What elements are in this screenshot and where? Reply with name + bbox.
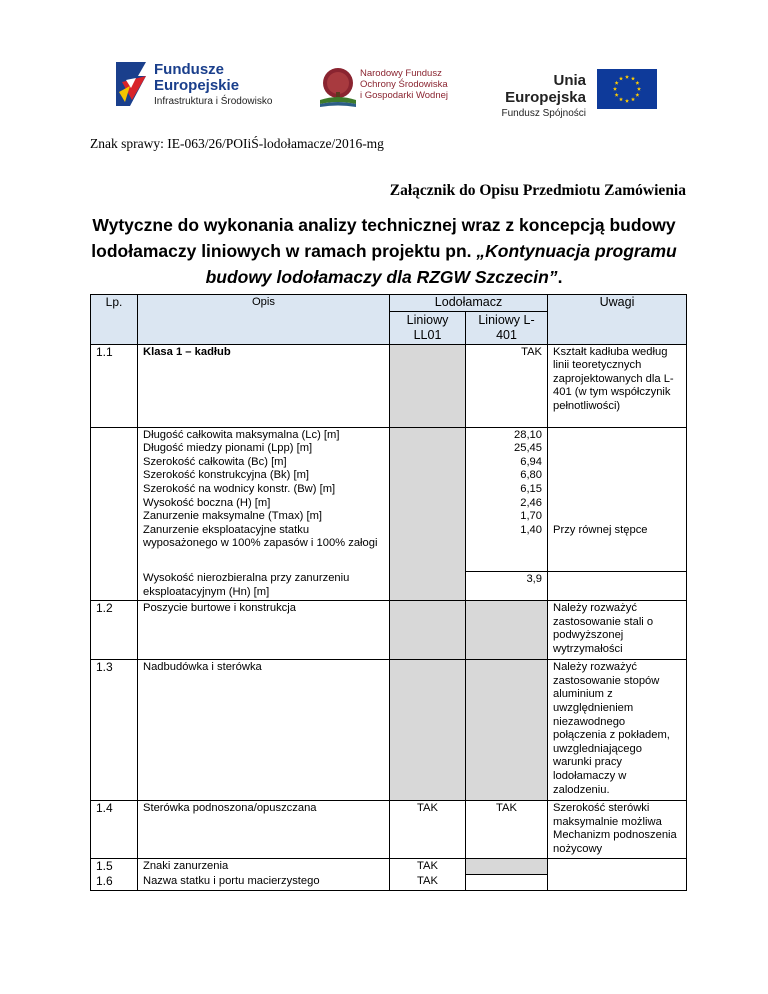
nfosigw-tree-icon [318, 66, 358, 108]
row-l401 [466, 858, 548, 874]
specification-table [90, 294, 687, 891]
row-l401: TAK [466, 344, 548, 427]
row-l401 [466, 874, 548, 890]
table-row [91, 427, 687, 571]
row-uwagi: Należy rozważyć zastosowanie stali o podwyższonej wytrzymałości [548, 601, 687, 660]
row-l401 [466, 601, 548, 660]
table-row [91, 660, 687, 801]
row-opis: Poszycie burtowe i konstrukcja [138, 601, 390, 660]
dims-values [466, 427, 548, 571]
row-opis: Znaki zanurzenia [138, 858, 390, 874]
row-lp: 1.1 [91, 344, 138, 427]
row-lp: 1.5 [91, 858, 138, 874]
row-ll01 [390, 660, 466, 801]
case-signature: Znak sprawy: IE-063/26/POIiŚ-lodołamacze/2016-mg [90, 136, 384, 151]
dim-value: 1,40 [520, 523, 542, 536]
row-l401 [466, 660, 548, 801]
dim-label: Szerokość na wodnicy konstr. (Bw) [m] [143, 482, 336, 495]
row-ll01 [390, 601, 466, 660]
title-part3: . [557, 267, 563, 287]
ue-line1: Unia Europejska [505, 72, 586, 106]
fe-line3: Infrastruktura i Środowisko [154, 96, 273, 107]
table-row [91, 858, 687, 874]
row-ll01: TAK [390, 801, 466, 858]
dim-note-empty [548, 571, 687, 601]
row-lp: 1.3 [91, 660, 138, 801]
table-row [91, 344, 687, 427]
eu-flag-icon [597, 69, 657, 109]
dim-note: Przy równej stępce [553, 523, 648, 536]
row-lp: 1.6 [91, 874, 138, 890]
row-ll01 [390, 571, 466, 601]
dim-label: Szerokość całkowita (Bc) [m] [143, 455, 287, 468]
dim-value: 6,80 [520, 469, 542, 482]
dim-value: 28,10 [514, 428, 542, 441]
row-uwagi [548, 858, 687, 890]
table-row [91, 571, 687, 601]
dim-label: Długość całkowita maksymalna (Lc) [m] [143, 428, 340, 441]
row-ll01: TAK [390, 874, 466, 890]
table-row [91, 601, 687, 660]
row-ll01 [390, 344, 466, 427]
header-lp: Lp. [91, 295, 138, 345]
table-row [91, 801, 687, 858]
header-lodolamacz: Lodołamacz [390, 295, 548, 312]
header-ll01: Liniowy LL01 [390, 311, 466, 344]
document-title [90, 212, 678, 290]
row-lp: 1.2 [91, 601, 138, 660]
fe-line2: Europejskie [154, 77, 240, 94]
row-ll01: TAK [390, 858, 466, 874]
row-opis: Klasa 1 – kadłub [138, 344, 390, 427]
row-lp: 1.4 [91, 801, 138, 858]
dim-value: 25,45 [514, 442, 542, 455]
header-l401: Liniowy L-401 [466, 311, 548, 344]
row-l401: TAK [466, 801, 548, 858]
row-lp [91, 427, 138, 601]
ue-line2: Fundusz Spójności [501, 108, 586, 119]
dim-label: Szerokość konstrukcyjna (Bk) [m] [143, 469, 309, 482]
row-opis: Nazwa statku i portu macierzystego [138, 874, 390, 890]
nf-line1: Narodowy Fundusz [360, 68, 442, 79]
dim-label: Zanurzenie eksploatacyjne statku wyposażonego w 100% zapasów i 100% załogi [143, 523, 378, 550]
dim-value: 2,46 [520, 496, 542, 509]
fe-line1: Fundusze [154, 61, 224, 78]
header-uwagi: Uwagi [548, 295, 687, 345]
row-uwagi: Kształt kadłuba według linii teoretycznych zaprojektowanych dla L-401 (w tym współczynik pełnotliwości) [548, 344, 687, 427]
annex-heading: Załącznik do Opisu Przedmiotu Zamówienia [389, 182, 686, 199]
table-header-row [91, 295, 687, 312]
header-opis: Opis [138, 295, 390, 345]
row-uwagi: Należy rozważyć zastosowanie stopów aluminium z uwzględnieniem niezawodnego połączenia z pokładem, uwzgledniającego warunki pracy lodołamaczy w zalodzeniu. [548, 660, 687, 801]
fundusze-europejskie-flag-icon [116, 62, 150, 106]
title-project-name: „Kontynuacja programu budowy lodołamaczy dla RZGW Szczecin” [205, 241, 677, 287]
dims-labels [138, 427, 390, 571]
dim-value: 6,94 [520, 455, 542, 468]
dim-label: Wysokość nierozbieralna przy zanurzeniu eksploatacyjnym (Hn) [m] [143, 572, 350, 598]
dim-label-cell [138, 571, 390, 601]
nf-line2: Ochrony Środowiska [360, 79, 448, 90]
dim-value: 3,9 [466, 571, 548, 601]
dim-label: Zanurzenie maksymalne (Tmax) [m] [143, 510, 323, 523]
row-opis: Nadbudówka i sterówka [138, 660, 390, 801]
nf-line3: i Gospodarki Wodnej [360, 90, 449, 101]
dims-uwagi [548, 427, 687, 571]
dim-value: 6,15 [520, 482, 542, 495]
dim-label: Długość miedzy pionami (Lpp) [m] [143, 442, 313, 455]
dim-label: Wysokość boczna (H) [m] [143, 496, 271, 509]
dim-value: 1,70 [520, 510, 542, 523]
row-uwagi: Szerokość sterówki maksymalnie możliwa Mechanizm podnoszenia nożycowy [548, 801, 687, 858]
row-opis: Sterówka podnoszona/opuszczana [138, 801, 390, 858]
title-part1: Wytyczne do wykonania analizy technicznej wraz z koncepcją budowy lodołamaczy liniowych w ramach projektu pn. [91, 215, 676, 261]
row-ll01 [390, 427, 466, 571]
